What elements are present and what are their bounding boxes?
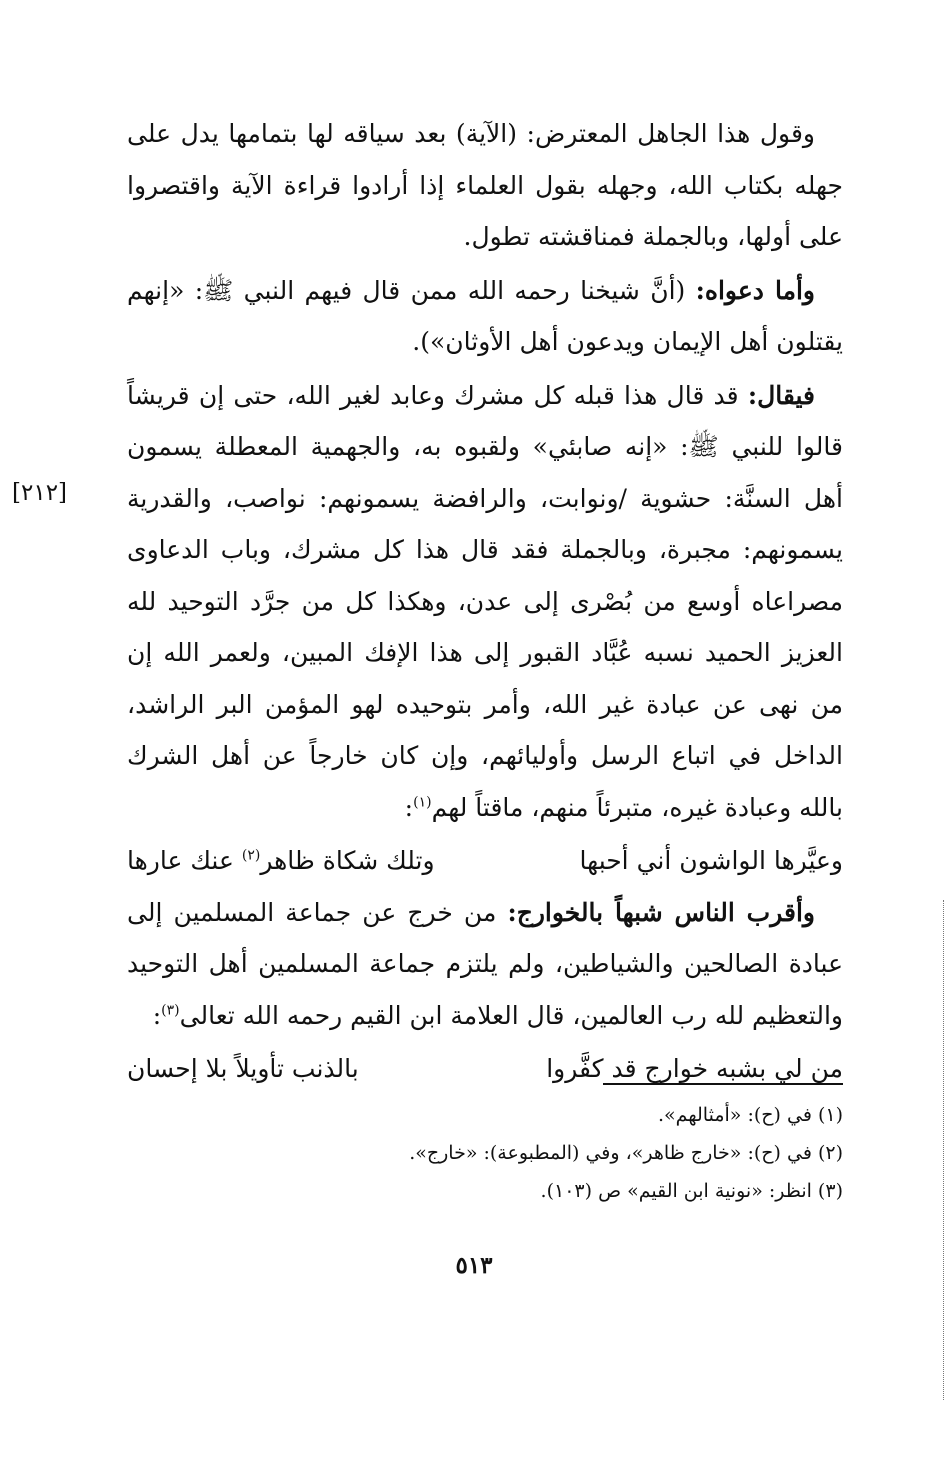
verse-1-second-hemistich [127,835,435,887]
paragraph-1 [127,108,843,263]
main-text [127,108,843,1095]
paragraph-3 [127,370,843,834]
original-page-marker: [٢١٢] [12,480,68,506]
verse-1-second-part-b: عنك عارها [127,846,242,875]
paragraph-4-text: من خرج عن جماعة المسلمين إلى عبادة الصالحين والشياطين، ولم يلتزم جماعة المسلمين أهل التوحيد والتعظيم لله رب العالمين، قال العلامة ابن القيم رحمه الله تعالى [127,897,843,1030]
verse-2-first-hemistich: من لي بشبه خوارج قد كفَّروا [546,1054,843,1083]
footnote-separator [603,1083,843,1085]
paragraph-4-tail: : [152,1000,162,1030]
paragraph-2 [127,265,843,368]
footnote-ref-1: (١) [413,794,432,811]
footnote-3: (٣) انظر: «نونية ابن القيم» ص (١٠٣). [540,1180,843,1202]
paragraph-2-text: (أنَّ شيخنا رحمه الله ممن قال فيهم النبي ﷺ: «إنهم يقتلون أهل الإيمان ويدعون أهل الأوثان»). [127,275,843,356]
footnote-1: (١) في (ح): «أمثالهم». [657,1104,843,1126]
paragraph-3-lead: فيقال: [747,380,815,410]
verse-2 [127,1043,843,1095]
paragraph-2-lead: وأما دعواه: [695,275,816,305]
verse-2-second-hemistich: بالذنب تأويلاً بلا إحسان [127,1054,359,1083]
footnote-ref-2: (٢) [241,847,261,864]
paragraph-3-tail: : [404,792,414,822]
page-edge-dots [941,900,944,1400]
paragraph-3-text: قد قال هذا قبله كل مشرك وعابد لغير الله، حتى إن قريشاً قالوا للنبي ﷺ: «إنه صابئي» ولقبوه به، والجهمية المعطلة يسمون أهل السنَّة: حشوية /ونوابت، والرافضة يسمونهم: نواصب، والقدرية يسمونهم: مجبرة، وبالجملة فقد قال هذا كل مشرك، وباب الدعاوى مصراعاه أوسع من بُصْرى إلى عدن، وهكذا كل من جرَّد التوحيد لله العزيز الحميد نسبه عُبَّاد القبور إلى هذا الإفك المبين، ولعمر الله إن من نهى عن عبادة غير الله، وأمر بتوحيده لهو المؤمن البر الراشد، الداخل في اتباع الرسل وأوليائهم، وإن كان خارجاً عن أهل الشرك بالله وعبادة غيره، متبرئاً منهم، ماقتاً لهم [127,380,843,822]
paragraph-4-lead: وأقرب الناس شبهاً بالخوارج: [507,897,815,927]
paragraph-1-text: وقول هذا الجاهل المعترض: (الآية) بعد سياقه لها بتمامها يدل على جهله بكتاب الله، وجهله بقول العلماء إذا أرادوا قراءة الآية واقتصروا على أولها، وبالجملة فمناقشته تطول. [127,119,843,251]
verse-1-second-part-a: وتلك شكاة ظاهر [260,846,435,875]
verse-1 [127,835,843,887]
footnote-2: (٢) في (ح): «خارج ظاهر»، وفي (المطبوعة): «خارج». [409,1142,843,1164]
page-number: ٥١٣ [455,1252,493,1279]
footnote-ref-3: (٣) [161,1002,180,1019]
paragraph-4 [127,887,843,1042]
verse-1-first-hemistich: وعيَّرها الواشون أني أحبها [579,846,843,875]
footnotes [300,1096,843,1210]
